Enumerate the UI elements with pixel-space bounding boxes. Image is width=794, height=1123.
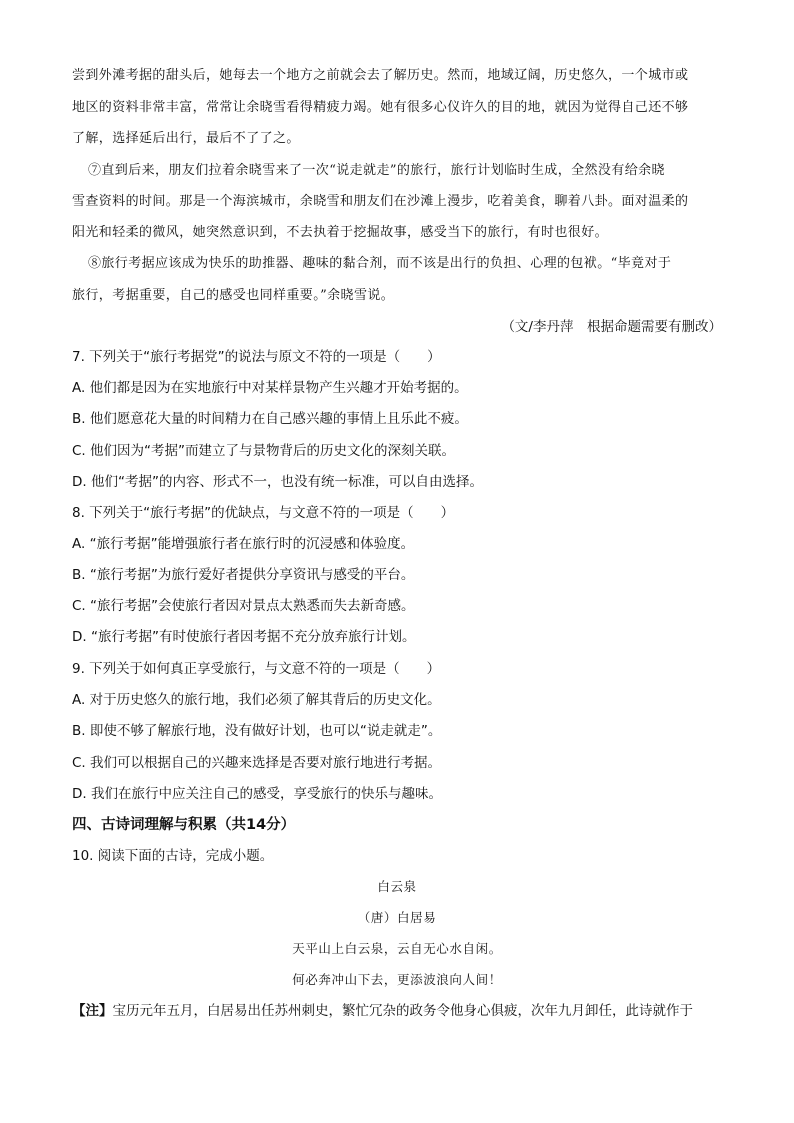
- question-9-stem: 9. 下列关于如何真正享受旅行，与文意不符的一项是（ ）: [72, 661, 441, 677]
- question-8-option-d[interactable]: D. “旅行考据”有时使旅行者因考据不充分放弃旅行计划。: [72, 629, 416, 645]
- note-text: 宝历元年五月，白居易出任苏州刺史，繁忙冗杂的政务令他身心俱疲，次年九月卸任，此诗就作于: [112, 1003, 693, 1019]
- passage-p8-line-1: ⑧旅行考据应该成为快乐的助推器、趣味的黏合剂，而不该是出行的负担、心理的包袱。“毕竟对于: [88, 256, 672, 271]
- question-8-option-c[interactable]: C. “旅行考据”会使旅行者因对景点太熟悉而失去新奇感。: [72, 598, 415, 614]
- passage-p8-line-2: 旅行，考据重要，自己的感受也同样重要。”余晓雪说。: [72, 288, 395, 303]
- poem-note: [72, 1001, 732, 1021]
- passage-source: （文/李丹萍 根据命题需要有删改）: [501, 319, 722, 335]
- passage-p6-line-1: 尝到外滩考据的甜头后，她每去一个地方之前就会去了解历史。然而，地域辽阔，历史悠久，一个城市或: [72, 68, 689, 83]
- passage-p7-line-3: 阳光和轻柔的微风，她突然意识到，不去执着于挖掘故事，感受当下的旅行，有时也很好。: [72, 225, 609, 240]
- question-8-option-a[interactable]: A. “旅行考据”能增强旅行者在旅行时的沉浸感和体验度。: [72, 536, 415, 552]
- passage-p6-line-2: 地区的资料非常丰富，常常让余晓雪看得精疲力竭。她有很多心仪许久的目的地，就因为觉得自己还不够: [72, 100, 689, 115]
- note-mark: 【注】: [72, 1003, 113, 1019]
- question-7-option-a[interactable]: A. 他们都是因为在实地旅行中对某样景物产生兴趣才开始考据的。: [72, 380, 468, 396]
- poem-author: （唐）白居易: [357, 910, 437, 925]
- question-8-option-b[interactable]: B. “旅行考据”为旅行爱好者提供分享资讯与感受的平台。: [72, 567, 415, 583]
- question-9-option-a[interactable]: A. 对于历史悠久的旅行地，我们必须了解其背后的历史文化。: [72, 692, 441, 708]
- question-7-option-c[interactable]: C. 他们因为“考据”而建立了与景物背后的历史文化的深刻关联。: [72, 443, 455, 459]
- passage-p7-line-1: ⑦直到后来，朋友们拉着余晓雪来了一次“说走就走”的旅行，旅行计划临时生成，全然没有给余晓: [88, 163, 665, 178]
- poem-title: 白云泉: [377, 879, 417, 894]
- question-10-stem: 10. 阅读下面的古诗，完成小题。: [72, 848, 274, 864]
- question-9-option-c[interactable]: C. 我们可以根据自己的兴趣来选择是否要对旅行地进行考据。: [72, 755, 442, 771]
- question-7-option-b[interactable]: B. 他们愿意花大量的时间精力在自己感兴趣的事情上且乐此不疲。: [72, 411, 468, 427]
- section-4-heading: 四、古诗词理解与积累（共14分）: [72, 817, 296, 833]
- question-8-stem: 8. 下列关于“旅行考据”的优缺点，与文意不符的一项是（ ）: [72, 505, 455, 521]
- passage-p7-line-2: 雪查资料的时间。那是一个海滨城市，余晓雪和朋友们在沙滩上漫步，吃着美食，聊着八卦。面对温柔的: [72, 194, 689, 209]
- question-7-stem: 7. 下列关于“旅行考据党”的说法与原文不符的一项是（ ）: [72, 349, 441, 365]
- question-9-option-b[interactable]: B. 即使不够了解旅行地，没有做好计划，也可以“说走就走”。: [72, 723, 442, 739]
- poem-line-2: 何必奔冲山下去，更添波浪向人间！: [292, 972, 502, 987]
- question-9-option-d[interactable]: D. 我们在旅行中应关注自己的感受，享受旅行的快乐与趣味。: [72, 786, 442, 802]
- question-7-option-d[interactable]: D. 他们“考据”的内容、形式不一，也没有统一标准，可以自由选择。: [72, 474, 483, 490]
- poem-line-1: 天平山上白云泉，云自无心水自闲。: [292, 941, 502, 956]
- passage-p6-line-3: 了解，选择延后出行，最后不了了之。: [72, 131, 300, 146]
